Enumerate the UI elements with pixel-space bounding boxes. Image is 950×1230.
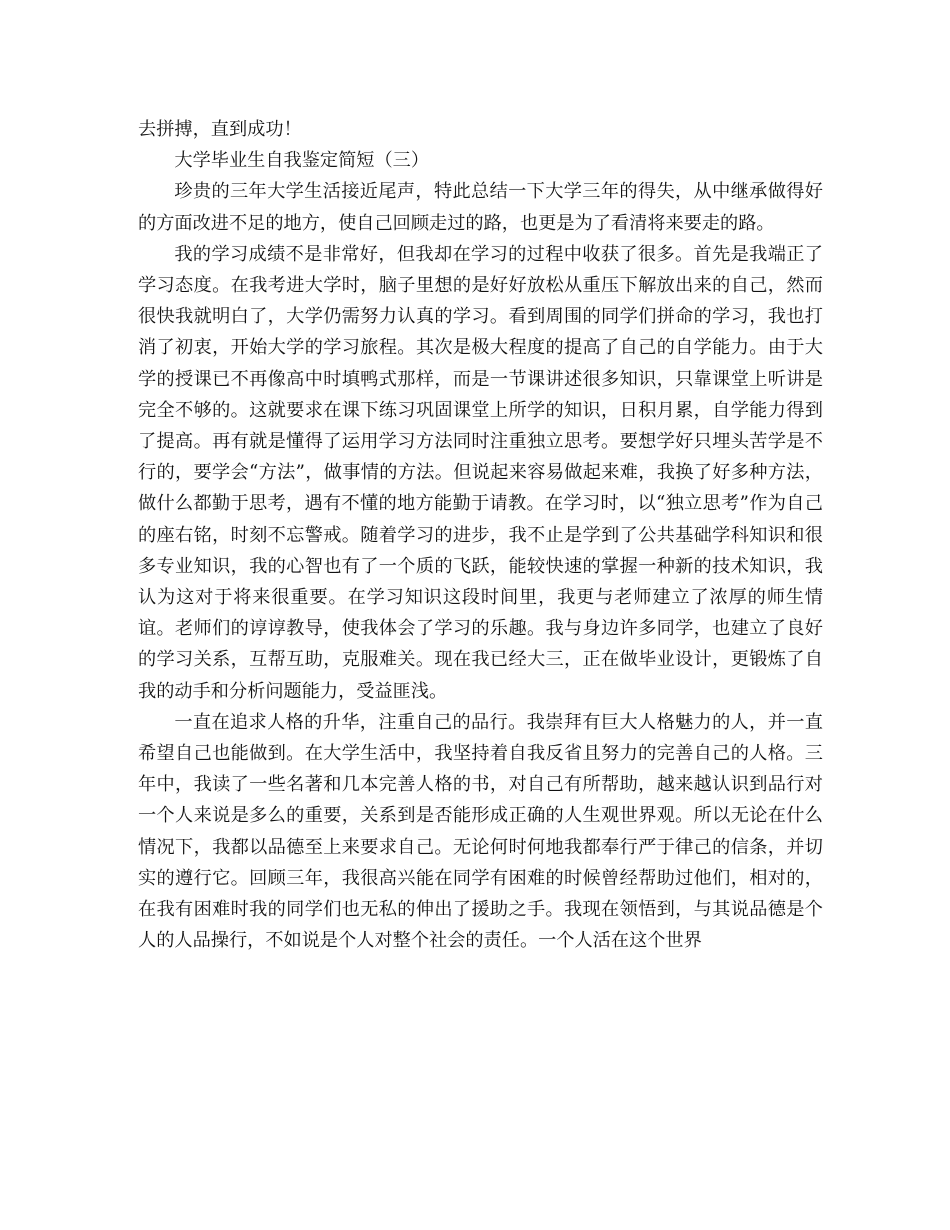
paragraph-intro: 珍贵的三年大学生活接近尾声，特此总结一下大学三年的得失，从中继承做得好的方面改进不足的地方，使自己回顾走过的路，也更是为了看清将来要走的路。 xyxy=(138,181,823,234)
section-heading: 大学毕业生自我鉴定简短（三） xyxy=(174,150,430,172)
lead-line: 去拼搏，直到成功！ xyxy=(138,119,302,140)
paragraph-character: 一直在追求人格的升华，注重自己的品行。我崇拜有巨大人格魅力的人，并一直希望自己也能做到。在大学生活中，我坚持着自我反省且努力的完善自己的人格。三年中，我读了一些名著和几本完善人格的书，对自己有所帮助，越来越认识到品行对一个人来说是多么的重要，关系到是否能形成正确的人生观世界观。所以无论在什么情况下，我都以品德至上来要求自己。无论何时何地我都奉行严于律己的信条，并切实的遵行它。回顾三年，我很高兴能在同学有困难的时候曾经帮助过他们，相对的，在我有困难时我的同学们也无私的伸出了援助之手。我现在领悟到，与其说品德是个人的人品操行，不如说是个人对整个社会的责任。一个人活在这个世界 xyxy=(138,711,823,952)
document-page xyxy=(138,114,823,956)
paragraph-study: 我的学习成绩不是非常好，但我却在学习的过程中收获了很多。首先是我端正了学习态度。在我考进大学时，脑子里想的是好好放松从重压下解放出来的自己，然而很快我就明白了，大学仍需努力认真的学习。看到周围的同学们拼命的学习，我也打消了初衷，开始大学的学习旅程。其次是极大程度的提高了自己的自学能力。由于大学的授课已不再像高中时填鸭式那样，而是一节课讲述很多知识，只靠课堂上听讲是完全不够的。这就要求在课下练习巩固课堂上所学的知识，日积月累，自学能力得到了提高。再有就是懂得了运用学习方法同时注重独立思考。要想学好只埋头苦学是不行的，要学会“方法”，做事情的方法。但说起来容易做起来难，我换了好多种方法，做什么都勤于思考，遇有不懂的地方能勤于请教。在学习时，以“独立思考”作为自己的座右铭，时刻不忘警戒。随着学习的进步，我不止是学到了公共基础学科知识和很多专业知识，我的心智也有了一个质的飞跃，能较快速的掌握一种新的技术知识，我认为这对于将来很重要。在学习知识这段时间里，我更与老师建立了浓厚的师生情谊。老师们的谆谆教导，使我体会了学习的乐趣。我与身边许多同学，也建立了良好的学习关系，互帮互助，克服难关。现在我已经大三，正在做毕业设计，更锻炼了自我的动手和分析问题能力，受益匪浅。 xyxy=(138,243,823,702)
